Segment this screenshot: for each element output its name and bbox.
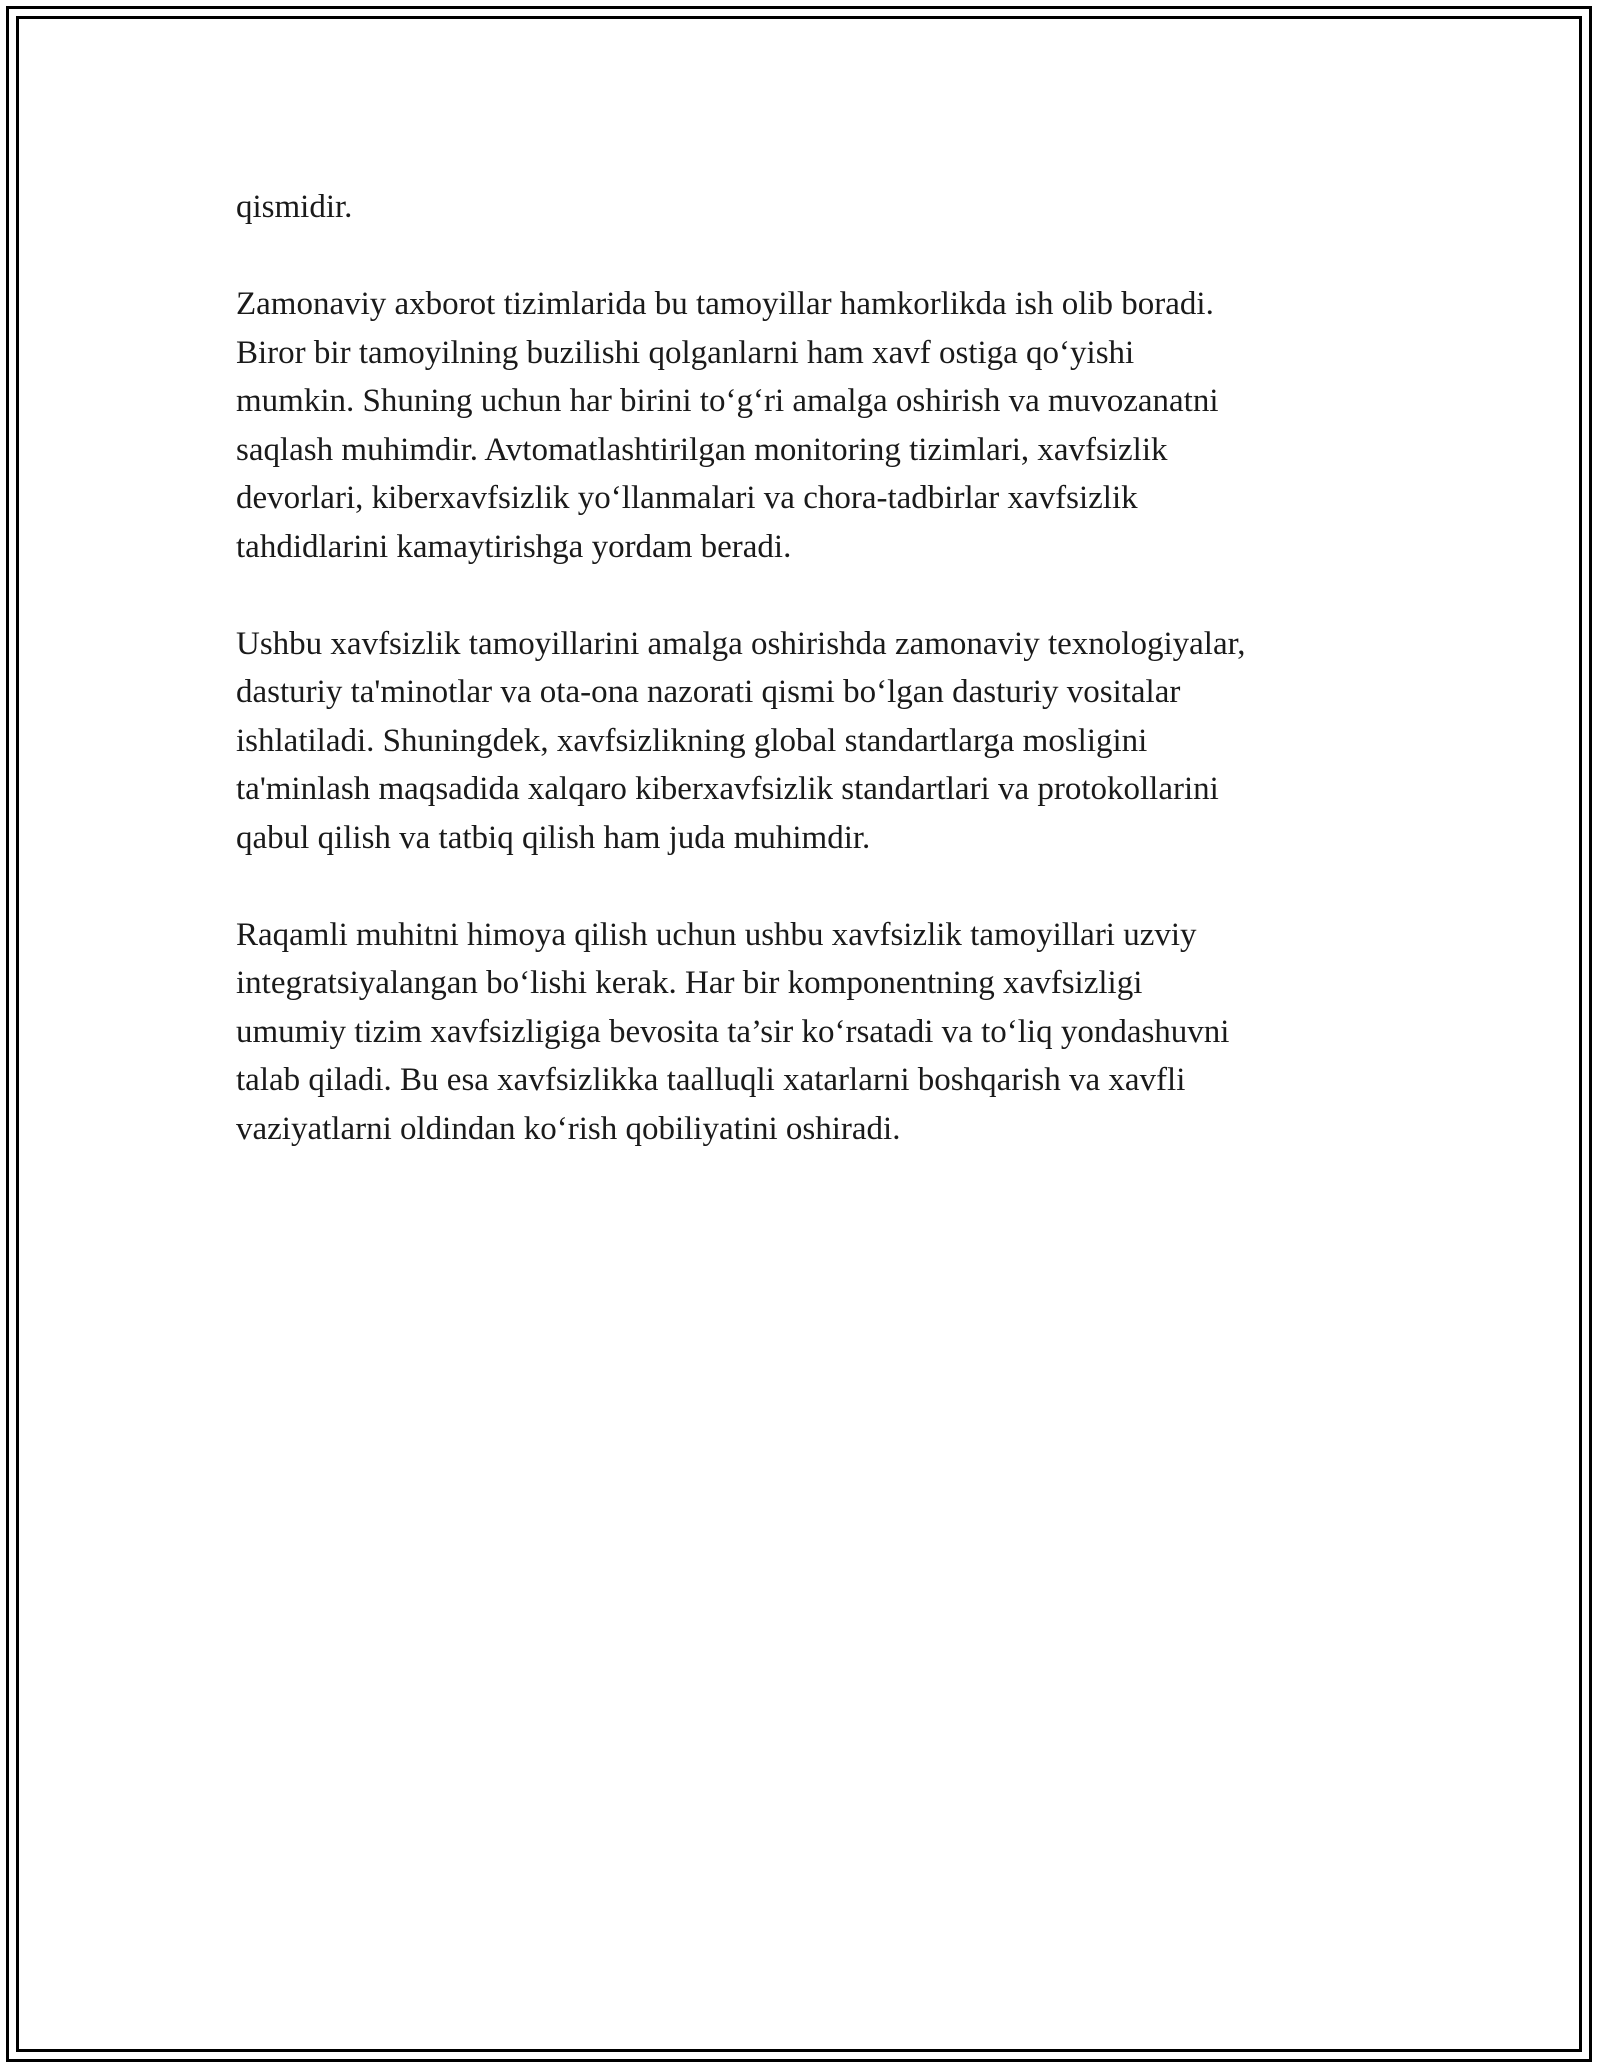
paragraph-continuation: qismidir. — [236, 189, 353, 225]
document-body — [236, 183, 1376, 1202]
paragraph-systems: Zamonaviy axborot tizimlarida bu tamoyillar hamkorlikda ish olib boradi. Biror bir tamoyilning buzilishi qolganlarni ham xavf ostiga qo‘yishi mumkin. Shuning uchun har birini to‘g‘ri amalga oshirish va muvozanatni saqlash muhimdir. Avtomatlashtirilgan monitoring tizimlari, xavfsizlik devorlari, kiberxavfsizlik yo‘llanmalari va chora-tadbirlar xavfsizlik tahdidlarini kamaytirishga yordam beradi. — [236, 286, 1219, 565]
paragraph-integration: Raqamli muhitni himoya qilish uchun ushbu xavfsizlik tamoyillari uzviy integratsiyalangan bo‘lishi kerak. Har bir komponentning xavfsizligi umumiy tizim xavfsizligiga bevosita ta’sir ko‘rsatadi va to‘liq yondashuvni talab qiladi. Bu esa xavfsizlikka taalluqli xatarlarni boshqarish va xavfli vaziyatlarni oldindan ko‘rish qobiliyatini oshiradi. — [236, 916, 1230, 1147]
paragraph-technologies: Ushbu xavfsizlik tamoyillarini amalga oshirishda zamonaviy texnologiyalar, dasturiy ta'minotlar va ota-ona nazorati qismi bo‘lgan dasturiy vositalar ishlatiladi. Shuningdek, xavfsizlikning global standartlarga mosligini ta'minlash maqsadida xalqaro kiberxavfsizlik standartlari va protokollarini qabul qilish va tatbiq qilish ham juda muhimdir. — [236, 625, 1246, 856]
